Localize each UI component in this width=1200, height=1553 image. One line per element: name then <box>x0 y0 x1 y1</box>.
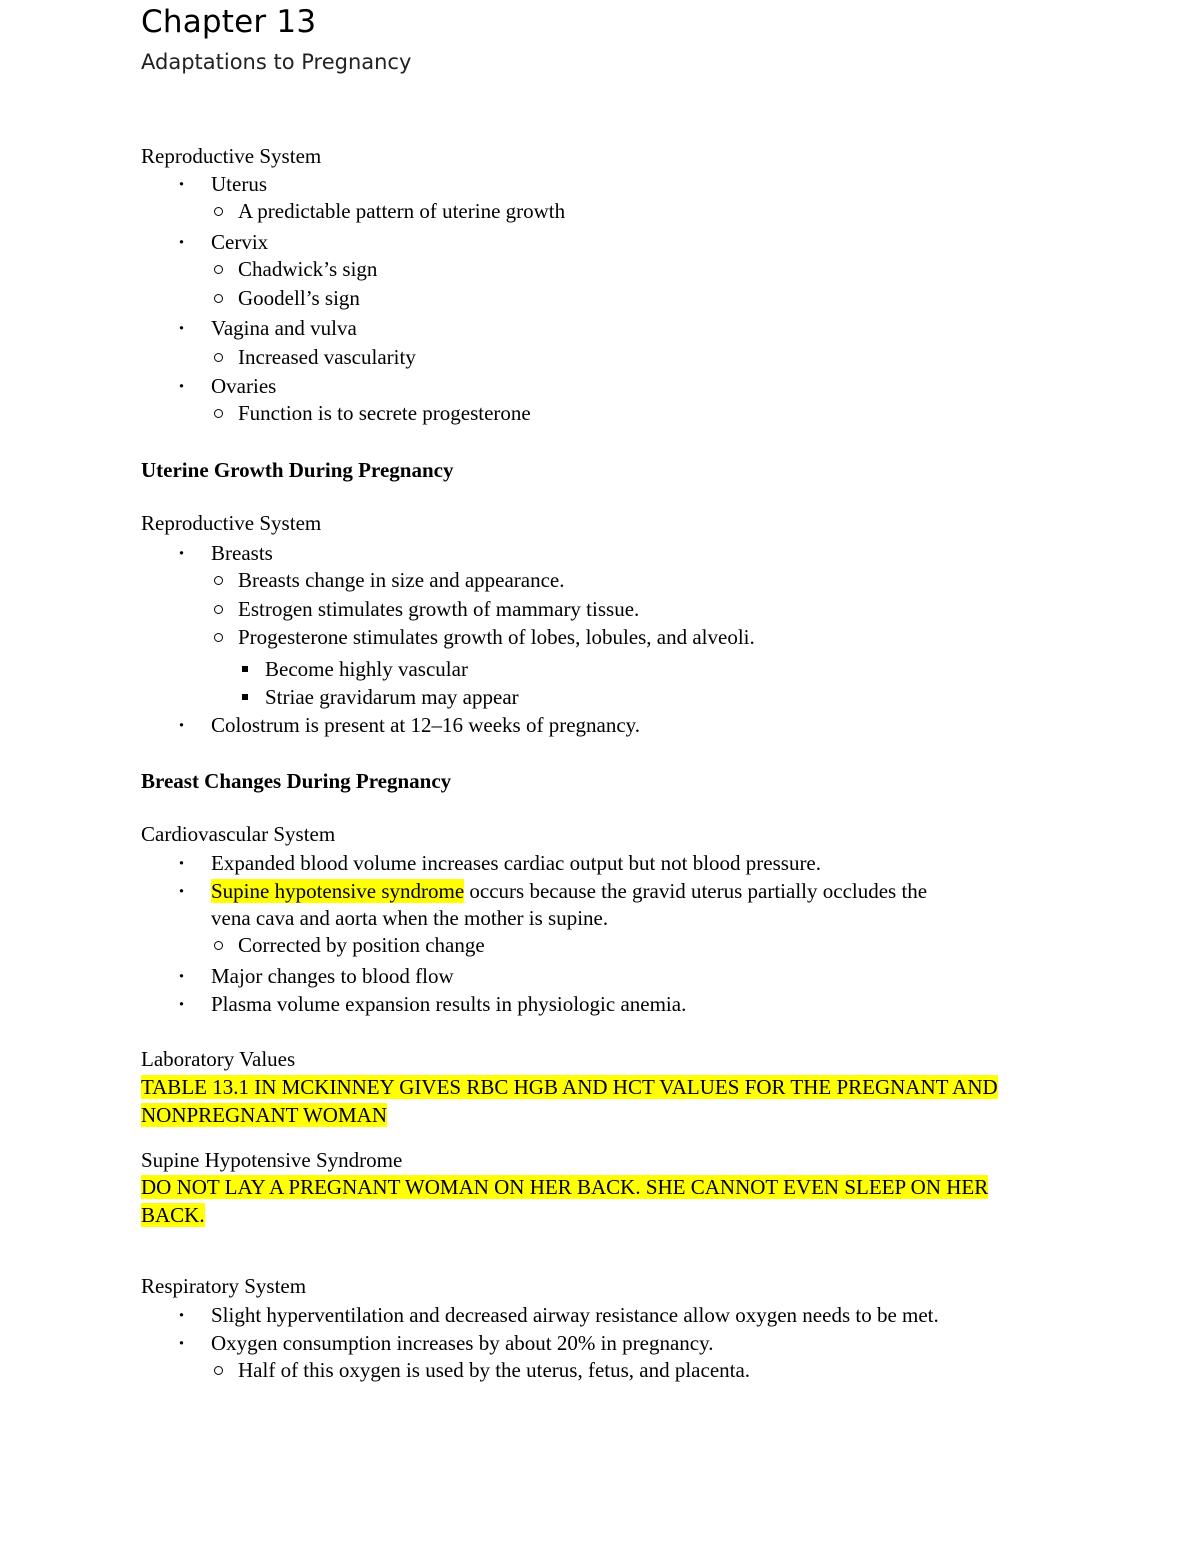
section-heading-respiratory: Respiratory System <box>141 1274 307 1298</box>
list-item-text: occurs because the gravid uterus partially occludes the <box>464 879 928 903</box>
lab-values-note <box>141 1073 1046 1129</box>
list-item: · Cervix <box>211 228 268 256</box>
list-item: · Plasma volume expansion results in physiologic anemia. <box>211 990 686 1018</box>
list-item: · Colostrum is present at 12–16 weeks of pregnancy. <box>211 711 640 739</box>
list-subitem: Estrogen stimulates growth of mammary tissue. <box>238 597 640 621</box>
highlighted-note: TABLE 13.1 IN MCKINNEY GIVES RBC HGB AND HCT VALUES FOR THE PREGNANT AND NONPREGNANT WOMAN <box>141 1075 998 1127</box>
list-item: · Major changes to blood flow <box>211 962 454 990</box>
list-item: · Expanded blood volume increases cardiac output but not blood pressure. <box>211 849 821 877</box>
list-item: · Vagina and vulva <box>211 314 357 342</box>
list-item-continuation: vena cava and aorta when the mother is supine. <box>211 906 609 930</box>
section-heading-reproductive-2: Reproductive System <box>141 511 322 535</box>
list-item: · Ovaries <box>211 372 276 400</box>
list-subitem: A predictable pattern of uterine growth <box>238 199 566 223</box>
supine-note <box>141 1173 1046 1229</box>
list-item: · Slight hyperventilation and decreased airway resistance allow oxygen needs to be met. <box>211 1301 939 1329</box>
list-subitem: Corrected by position change <box>238 933 485 957</box>
list-item: · Breasts <box>211 539 273 567</box>
figure-heading-breast-changes: Breast Changes During Pregnancy <box>141 769 452 793</box>
list-subsubitem: Striae gravidarum may appear <box>265 685 519 709</box>
list-subsubitem: Become highly vascular <box>265 657 468 681</box>
section-heading-cardiovascular: Cardiovascular System <box>141 822 336 846</box>
highlighted-note: DO NOT LAY A PREGNANT WOMAN ON HER BACK. SHE CANNOT EVEN SLEEP ON HER BACK. <box>141 1175 989 1227</box>
list-subitem: Progesterone stimulates growth of lobes, lobules, and alveoli. <box>238 625 755 649</box>
lab-values-heading: Laboratory Values <box>141 1047 296 1071</box>
list-subitem: Function is to secrete progesterone <box>238 401 531 425</box>
highlighted-term: Supine hypotensive syndrome <box>211 879 465 903</box>
section-heading-reproductive: Reproductive System <box>141 144 322 168</box>
list-subitem: Chadwick’s sign <box>238 257 378 281</box>
figure-heading-uterine-growth: Uterine Growth During Pregnancy <box>141 458 454 482</box>
chapter-title: Chapter 13 <box>141 4 317 40</box>
supine-heading: Supine Hypotensive Syndrome <box>141 1148 403 1172</box>
list-item: · Oxygen consumption increases by about 20% in pregnancy. <box>211 1329 714 1357</box>
list-subitem: Goodell’s sign <box>238 286 360 310</box>
list-subitem: Increased vascularity <box>238 345 416 369</box>
list-subitem: Breasts change in size and appearance. <box>238 568 565 592</box>
chapter-subtitle: Adaptations to Pregnancy <box>141 50 412 74</box>
list-item-supine <box>211 877 927 905</box>
list-subitem: Half of this oxygen is used by the uterus, fetus, and placenta. <box>238 1358 751 1382</box>
list-item: · Uterus <box>211 170 267 198</box>
